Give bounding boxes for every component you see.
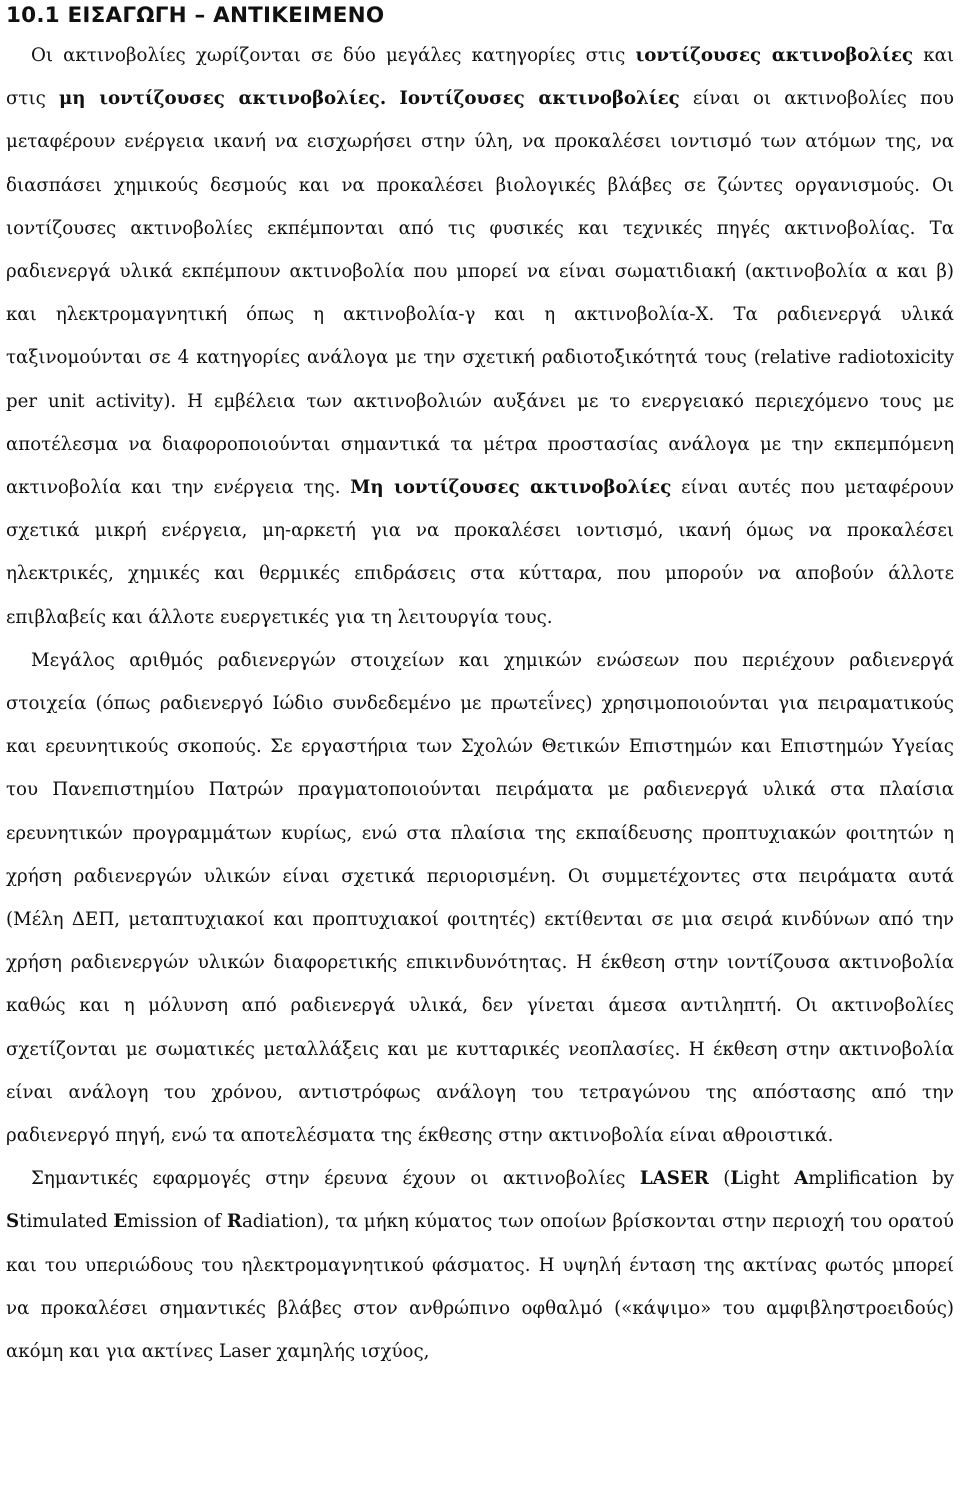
text-segment: Οι ακτινοβολίες χωρίζονται σε δύο μεγάλες κατηγορίες στις [31,45,636,66]
bold-letter: A [794,1168,809,1190]
bold-term: μη ιοντίζουσες ακτινοβολίες. [58,88,387,110]
bold-letter: L [730,1168,744,1190]
text-segment: ight [743,1168,795,1190]
bold-letter: R [226,1211,242,1233]
text-segment: είναι αυτές που μεταφέρουν σχετικά μικρή ενέργεια, μη-αρκετή για να προκαλέσει ιοντισμό, ικανή όμως να προκαλέσει ηλεκτρικές, χημικές και θερμικές επιδράσεις στα κύτταρα, που μπορούν να αποβούν άλλοτε επιβλαβείς και άλλοτε ευεργετικές για τη λειτουργία τους. [6,477,955,628]
text-segment: adiation), τα μήκη κύματος των οποίων βρίσκονται στην περιοχή του ορατού και του υπεριώδους του ηλεκτρομαγνητικού φάσματος. Η υψηλή ένταση της ακτίνας φωτός μπορεί να προκαλέσει σημαντικές βλάβες στον ανθρώπινο οφθαλμό («κάψιμο» του αμφιβληστροειδούς) ακόμη και για ακτίνες Laser χαμηλής ισχύος, [6,1211,954,1363]
bold-term: Μη ιοντίζουσες ακτινοβολίες [350,477,672,499]
text-segment: και στις [6,45,954,110]
bold-letter: E [113,1211,128,1233]
text-segment: Μεγάλος αριθμός ραδιενεργών στοιχείων και χημικών ενώσεων που περιέχουν ραδιενεργά στοιχεία (όπως ραδιενεργό Ιώδιο συνδεδεμένο με πρωτεΐνες) χρησιμοποιούνται για πειραματικούς και ερευνητικούς σκοπούς. Σε εργαστήρια των Σχολών Θετικών Επιστημών και Επιστημών Υγείας του Πανεπιστημίου Πατρών πραγματοποιούνται πειράματα με ραδιενεργά υλικά στα πλαίσια ερευνητικών προγραμμάτων κυρίως, ενώ στα πλαίσια της εκπαίδευσης προπτυχιακών φοιτητών η χρήση ραδιενεργών υλικών είναι σχετικά περιορισμένη. Οι συμμετέχοντες στα πειράματα αυτά (Μέλη ΔΕΠ, μεταπτυχιακοί και προπτυχιακοί φοιτητές) εκτίθενται σε μια σειρά κινδύνων από την χρήση ραδιενεργών υλικών διαφορετικής επικινδυνότητας. Η έκθεση στην ιοντίζουσα ακτινοβολία καθώς και η μόλυνση από ραδιενεργά υλικά, δεν γίνεται άμεσα αντιληπτή. Οι ακτινοβολίες σχετίζονται με σωματικές μεταλλάξεις και με κυτταρικές νεοπλασίες. Η έκθεση στην ακτινοβολία είναι ανάλογη του χρόνου, αντιστρόφως ανάλογη του τετραγώνου της απόστασης από την ραδιενεργό πηγή, ενώ τα αποτελέσματα της έκθεσης στην ακτινοβολία είναι αθροιστικά. [6,649,954,1147]
text-segment: είναι οι ακτινοβολίες που μεταφέρουν ενέργεια ικανή να εισχωρήσει στην ύλη, να προκαλέσει ιοντισμό των ατόμων της, να διασπάσει χημικούς δεσμούς και να προκαλέσει βιολογικές βλάβες σε ζώντες οργανισμούς. Οι ιοντίζουσες ακτινοβολίες εκπέμπονται από τις φυσικές και τεχνικές πηγές ακτινοβολίας. Τα ραδιενεργά υλικά εκπέμπουν ακτινοβολία που μπορεί να είναι σωματιδιακή (ακτινοβολία α και β) και ηλεκτρομαγνητική όπως η ακτινοβολία-γ και η ακτινοβολία-Χ. Τα ραδιενεργά υλικά ταξινομούνται σε 4 κατηγορίες ανάλογα με την σχετική ραδιοτοξικότητά τους (relative radiotoxicity per unit activity). Η εμβέλεια των ακτινοβολιών αυξάνει με το ενεργειακό περιεχόμενο τους με αποτέλεσμα να διαφοροποιούνται σημαντικά τα μέτρα προστασίας ανάλογα με την εκπεμπόμενη ακτινοβολία και την ενέργεια της. [6,88,954,499]
paragraph-3 [6,1157,954,1373]
text-segment: ( [708,1168,731,1190]
bold-term: ιοντίζουσες ακτινοβολίες [635,45,914,66]
text-segment: mission of [127,1211,227,1233]
text-segment: timulated [19,1211,114,1233]
bold-letter: S [6,1211,20,1233]
paragraph-2 [6,639,954,1157]
text-segment [386,88,399,109]
paragraph-1 [6,34,954,639]
bold-term: Ιοντίζουσες ακτινοβολίες [399,88,680,110]
text-segment: mplification by [808,1168,954,1190]
text-segment: Σημαντικές εφαρμογές στην έρευνα έχουν οι ακτινοβολίες [31,1168,640,1190]
section-heading: 10.1 ΕΙΣΑΓΩΓΗ – ΑΝΤΙΚΕΙΜΕΝΟ [6,3,385,28]
bold-term: LASER [639,1168,709,1190]
